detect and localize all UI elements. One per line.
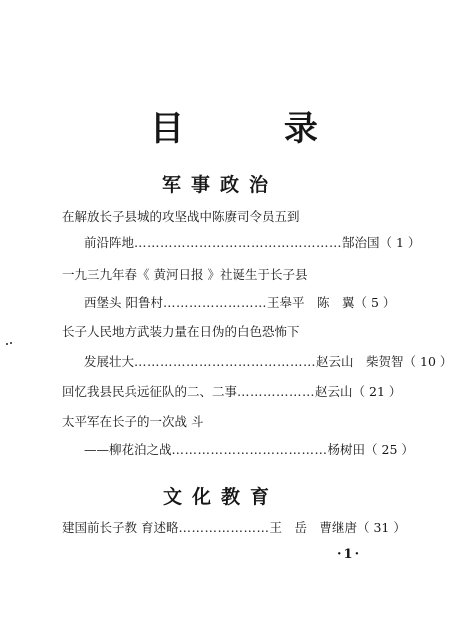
section-heading-military-politics: 军事政治 bbox=[162, 174, 279, 196]
toc-entry-author: 赵云山 bbox=[315, 384, 353, 399]
toc-entry-title: 建国前长子教 育述略 bbox=[62, 520, 179, 535]
toc-entry-author: 郜治国 bbox=[342, 235, 380, 250]
page-title: 目 录 bbox=[150, 109, 362, 149]
toc-entry-title-cont: 前沿阵地 bbox=[84, 235, 135, 250]
dot-leader: ……………… bbox=[237, 384, 316, 399]
toc-entry-row bbox=[84, 442, 414, 457]
toc-entry-author: 王 岳 曹继唐 bbox=[269, 520, 357, 535]
toc-entry-page: （ 25 ） bbox=[365, 442, 414, 457]
toc-entry-author: 杨树田 bbox=[327, 442, 366, 457]
toc-entry-title: 在解放长子县城的攻坚战中陈赓司令员五到 bbox=[62, 209, 300, 224]
toc-entry-row bbox=[84, 295, 396, 310]
toc-entry-row bbox=[62, 520, 406, 535]
toc-entry-page: （ 10 ） bbox=[403, 354, 452, 369]
toc-entry-title: 长子人民地方武装力量在日伪的白色恐怖下 bbox=[62, 324, 300, 339]
toc-entry-author: 赵云山 柴贺智 bbox=[316, 354, 404, 369]
dot-leader: ………………………………………… bbox=[134, 235, 343, 250]
dot-leader: …………………… bbox=[162, 295, 267, 310]
toc-entry-page: （ 5 ） bbox=[354, 295, 396, 310]
page-number: ·1· bbox=[337, 547, 362, 562]
toc-entry-row bbox=[62, 384, 402, 399]
toc-entry-page: （ 1 ） bbox=[379, 235, 421, 250]
dot-leader: ………………… bbox=[178, 520, 270, 535]
toc-entry-title-cont: 发展壮大 bbox=[84, 354, 135, 369]
toc-entry-title: 一九三九年春《 黄河日报 》社诞生于长子县 bbox=[62, 267, 308, 282]
toc-entry-author: 王皋平 陈 翼 bbox=[266, 295, 355, 310]
toc-entry-page: （ 31 ） bbox=[357, 520, 406, 535]
toc-entry-row bbox=[84, 235, 421, 250]
section-heading-culture-education: 文化教育 bbox=[163, 486, 280, 508]
toc-entry-title-cont: ——柳花泊之战 bbox=[84, 442, 172, 457]
toc-entry-title: 回忆我县民兵远征队的二、二事 bbox=[62, 384, 238, 399]
toc-entry-row bbox=[84, 354, 452, 369]
dot-leader: …………………………………… bbox=[134, 354, 317, 369]
toc-entry-title: 太平军在长子的一次战 斗 bbox=[62, 414, 204, 429]
toc-entry-page: （ 21 ） bbox=[352, 384, 402, 399]
toc-entry-title-cont: 西堡头 阳鲁村 bbox=[84, 295, 163, 310]
ink-speck bbox=[6, 342, 12, 345]
dot-leader: ……………………………… bbox=[171, 442, 328, 457]
